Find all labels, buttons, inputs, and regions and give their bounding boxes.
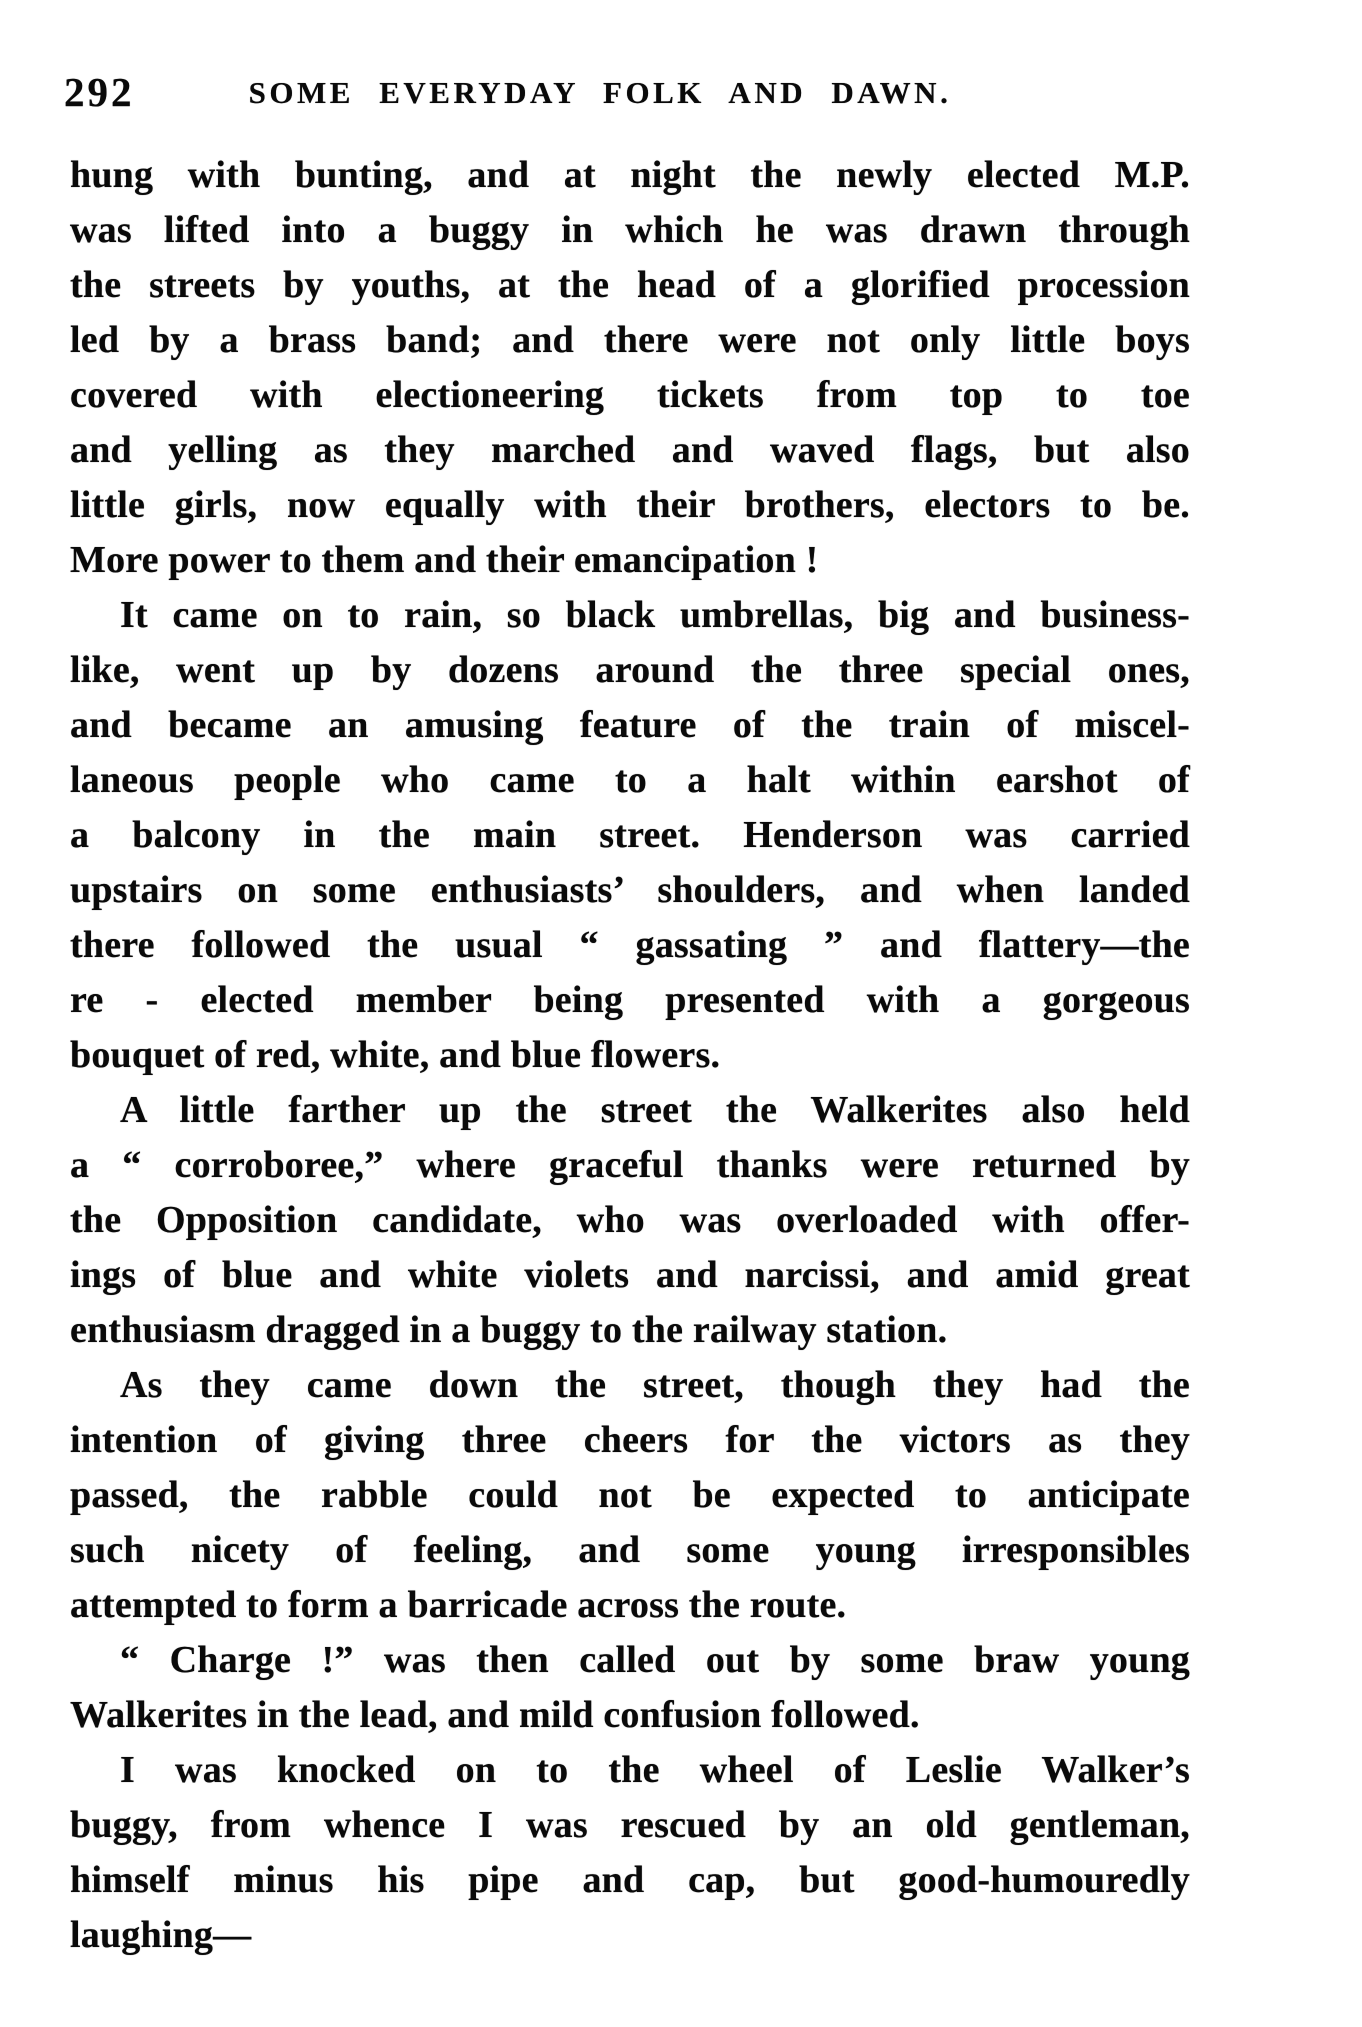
text-line: a balcony in the main street. Henderson was carried xyxy=(70,814,1190,856)
page-header xyxy=(64,68,1190,118)
text-line: It came on to rain, so black umbrellas, big and business- xyxy=(120,594,1190,636)
text-line: laneous people who came to a halt within earshot of xyxy=(70,759,1190,801)
text-line: attempted to form a barricade across the route. xyxy=(70,1584,847,1626)
text-line: and became an amusing feature of the train of miscel- xyxy=(70,704,1190,746)
text-line: upstairs on some enthusiasts’ shoulders, and when landed xyxy=(70,869,1190,911)
text-line: a “ corroboree,” where graceful thanks were returned by xyxy=(70,1144,1190,1186)
text-line: the streets by youths, at the head of a glorified procession xyxy=(70,264,1190,306)
text-line: More power to them and their emancipation ! xyxy=(70,539,819,581)
text-line: was lifted into a buggy in which he was drawn through xyxy=(70,209,1190,251)
text-line: re - elected member being presented with a gorgeous xyxy=(70,979,1190,1021)
text-line: intention of giving three cheers for the victors as they xyxy=(70,1419,1190,1461)
text-line: enthusiasm dragged in a buggy to the railway station. xyxy=(70,1309,948,1351)
text-line: such nicety of feeling, and some young irresponsibles xyxy=(70,1529,1190,1571)
text-line: himself minus his pipe and cap, but good-humouredly xyxy=(70,1859,1190,1901)
text-line: “ Charge !” was then called out by some braw young xyxy=(120,1639,1190,1681)
text-line: hung with bunting, and at night the newly elected M.P. xyxy=(70,154,1190,196)
text-line: I was knocked on to the wheel of Leslie Walker’s xyxy=(120,1749,1190,1791)
text-line: little girls, now equally with their brothers, electors to be. xyxy=(70,484,1190,526)
text-line: there followed the usual “ gassating ” and flattery—the xyxy=(70,924,1190,966)
page-number: 292 xyxy=(64,69,135,115)
text-line: As they came down the street, though they had the xyxy=(120,1364,1190,1406)
text-line: buggy, from whence I was rescued by an old gentleman, xyxy=(70,1804,1190,1846)
text-line: passed, the rabble could not be expected to anticipate xyxy=(70,1474,1190,1516)
text-line: bouquet of red, white, and blue flowers. xyxy=(70,1034,721,1076)
text-block xyxy=(70,148,1190,1963)
text-line: Walkerites in the lead, and mild confusion followed. xyxy=(70,1694,920,1736)
text-line: ings of blue and white violets and narcissi, and amid great xyxy=(70,1254,1190,1296)
text-line: A little farther up the street the Walkerites also held xyxy=(120,1089,1190,1131)
text-line: laughing— xyxy=(70,1914,252,1956)
text-line: the Opposition candidate, who was overloaded with offer- xyxy=(70,1199,1190,1241)
text-line: and yelling as they marched and waved flags, but also xyxy=(70,429,1190,471)
text-line: led by a brass band; and there were not only little boys xyxy=(70,319,1190,361)
running-title: SOME EVERYDAY FOLK AND DAWN. xyxy=(248,75,952,110)
text-line: covered with electioneering tickets from top to toe xyxy=(70,374,1190,416)
text-line: like, went up by dozens around the three special ones, xyxy=(70,649,1190,691)
